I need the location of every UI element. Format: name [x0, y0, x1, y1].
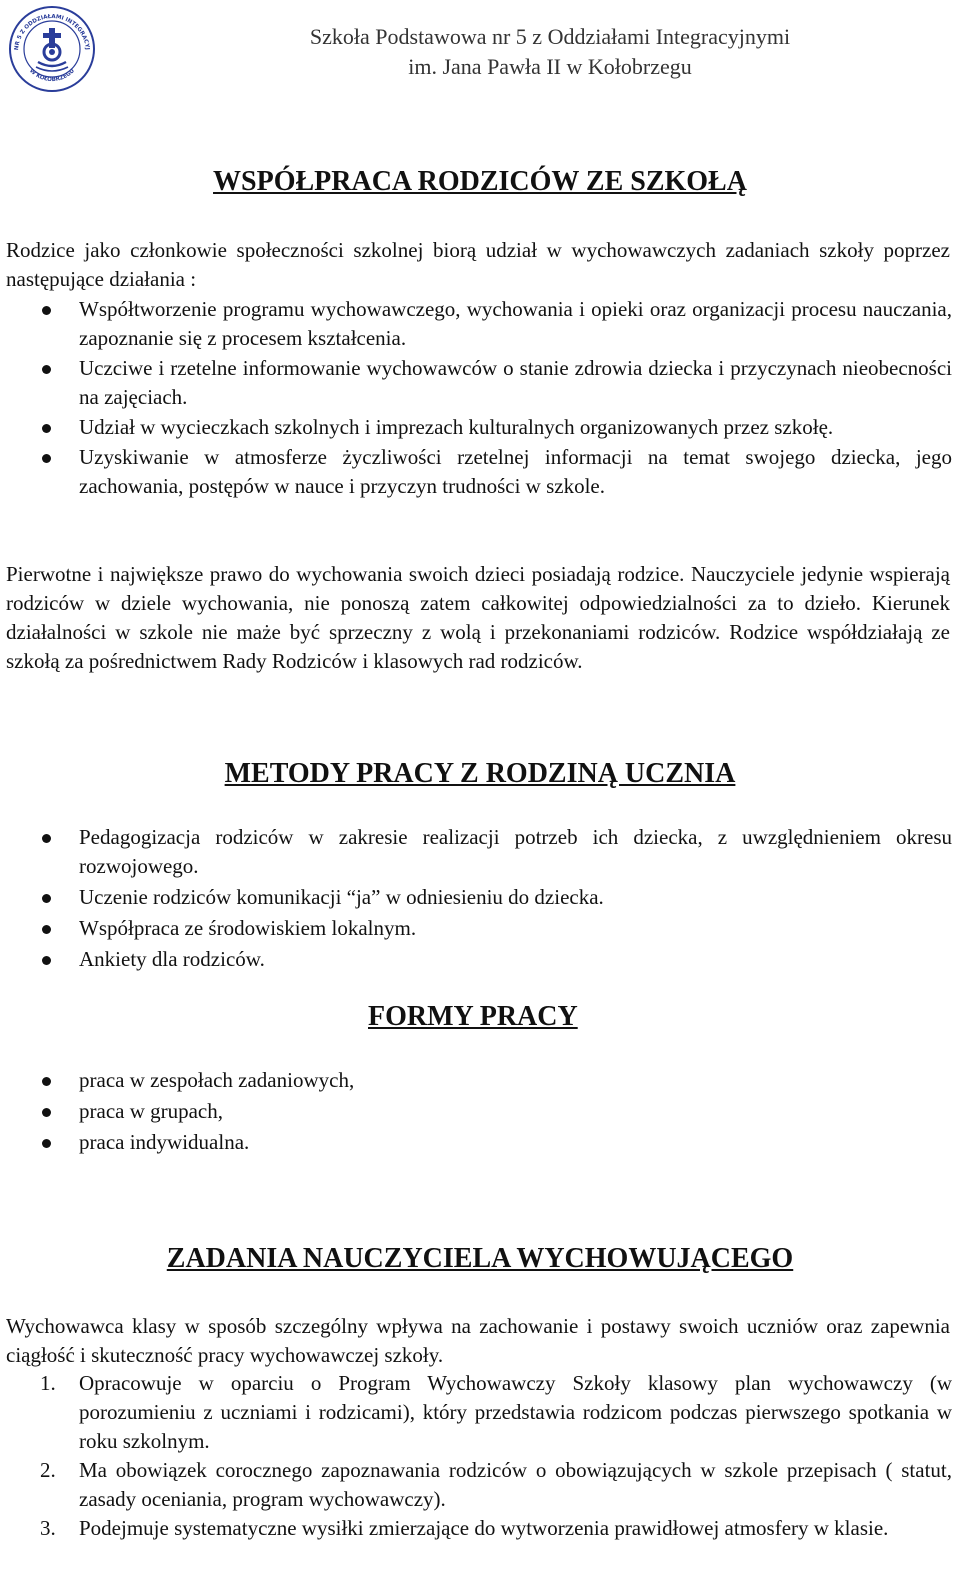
list-item-text: Uczciwe i rzetelne informowanie wychowawców o stanie zdrowia dziecka i przyczynach nieobecności na zajęciach. — [79, 356, 952, 409]
bullet-icon — [42, 956, 51, 965]
bullet-icon — [42, 424, 51, 433]
item-number: 1. — [40, 1371, 56, 1395]
list-item — [0, 1066, 952, 1095]
section-title-cooperation: WSPÓŁPRACA RODZICÓW ZE SZKOŁĄ — [213, 166, 747, 197]
list-item-text: praca indywidualna. — [79, 1130, 250, 1154]
numbered-item — [0, 1514, 952, 1543]
header-school-name: Szkoła Podstawowa nr 5 z Oddziałami Integracyjnymi — [309, 24, 791, 49]
list-item — [0, 1097, 952, 1126]
item-number: 3. — [40, 1516, 56, 1540]
bullet-icon — [42, 894, 51, 903]
numbered-item-text: Opracowuje w oparciu o Program Wychowawczy Szkoły klasowy plan wychowawczy (w porozumieniu z uczniami i rodzicami), który przedstawia rodzicom podczas pierwszego spotkania w roku szkolnym. — [79, 1371, 952, 1453]
header-school-patron: im. Jana Pawła II w Kołobrzegu — [408, 54, 692, 79]
numbered-item — [0, 1369, 952, 1456]
list-item-text: Udział w wycieczkach szkolnych i imprezach kulturalnych organizowanych przez szkołę. — [79, 415, 834, 439]
list-item — [0, 945, 952, 974]
bullet-icon — [42, 1077, 51, 1086]
school-header — [150, 22, 950, 82]
list-item-text: Pedagogizacja rodziców w zakresie realizacji potrzeb ich dziecka, z uwzględnieniem okresu rozwojowego. — [79, 825, 952, 878]
numbered-item-text: Podejmuje systematyczne wysiłki zmierzające do wytworzenia prawidłowej atmosfery w klasie. — [79, 1516, 889, 1540]
bullet-icon — [42, 834, 51, 843]
list-item — [0, 883, 952, 912]
numbered-item — [0, 1456, 952, 1514]
teacher-tasks-list — [0, 1369, 952, 1543]
cooperation-list — [0, 295, 952, 502]
bullet-icon — [42, 1108, 51, 1117]
section-title-forms: FORMY PRACY — [368, 1001, 578, 1032]
list-item-text: Ankiety dla rodziców. — [79, 947, 265, 971]
cooperation-closing: Pierwotne i największe prawo do wychowania swoich dzieci posiadają rodzice. Nauczyciele jedynie wspierają rodziców w dziele wychowania, nie ponoszą zatem całkowitej odpowiedzialności za to dzieło. Kierunek działalności w szkole nie maże być sprzeczny z wolą i przekonaniami rodziców. Rodzice współdziałają ze szkołą za pośrednictwem Rady Rodziców i klasowych rad rodziców. — [6, 562, 950, 673]
list-item — [0, 1128, 952, 1157]
bullet-icon — [42, 365, 51, 374]
methods-list — [0, 823, 952, 976]
numbered-item-text: Ma obowiązek corocznego zapoznawania rodziców o obowiązujących w szkole przepisach ( statut, zasady oceniania, program wychowawczy). — [79, 1458, 952, 1511]
list-item — [0, 295, 952, 353]
section-title-teacher-tasks: ZADANIA NAUCZYCIELA WYCHOWUJĄCEGO — [166, 1243, 794, 1274]
list-item — [0, 443, 952, 501]
bullet-icon — [42, 454, 51, 463]
list-item — [0, 413, 952, 442]
bullet-icon — [42, 1139, 51, 1148]
forms-list — [0, 1066, 952, 1159]
section-title-methods: METODY PRACY Z RODZINĄ UCZNIA — [224, 758, 736, 789]
list-item-text: Współtworzenie programu wychowawczego, wychowania i opieki oraz organizacji procesu nauczania, zapoznanie się z procesem kształcenia. — [79, 297, 952, 350]
svg-text:W KOŁOBRZEGU — [28, 68, 76, 83]
list-item-text: praca w zespołach zadaniowych, — [79, 1068, 355, 1092]
list-item — [0, 354, 952, 412]
list-item — [0, 914, 952, 943]
item-number: 2. — [40, 1458, 56, 1482]
bullet-icon — [42, 925, 51, 934]
list-item — [0, 823, 952, 881]
list-item-text: Uczenie rodziców komunikacji “ja” w odniesieniu do dziecka. — [79, 885, 604, 909]
logo-arc-top-text: NR 5 Z ODDZIAŁAMI INTEGRACYJ — [13, 13, 90, 51]
cooperation-intro: Rodzice jako członkowie społeczności szkolnej biorą udział w wychowawczych zadaniach szkoły poprzez następujące działania : — [6, 238, 950, 291]
teacher-tasks-intro: Wychowawca klasy w sposób szczególny wpływa na zachowanie i postawy swoich uczniów oraz zapewnia ciągłość i skuteczność pracy wychowawczej szkoły. — [6, 1314, 950, 1367]
list-item-text: Współpraca ze środowiskiem lokalnym. — [79, 916, 417, 940]
list-item-text: praca w grupach, — [79, 1099, 224, 1123]
list-item-text: Uzyskiwanie w atmosferze życzliwości rzetelnej informacji na temat swojego dziecka, jego zachowania, postępów w nauce i przyczyn trudności w szkole. — [79, 445, 952, 498]
logo-arc-bottom-text: W KOŁOBRZEGU — [28, 68, 76, 84]
bullet-icon — [42, 306, 51, 315]
school-logo — [4, 4, 100, 94]
